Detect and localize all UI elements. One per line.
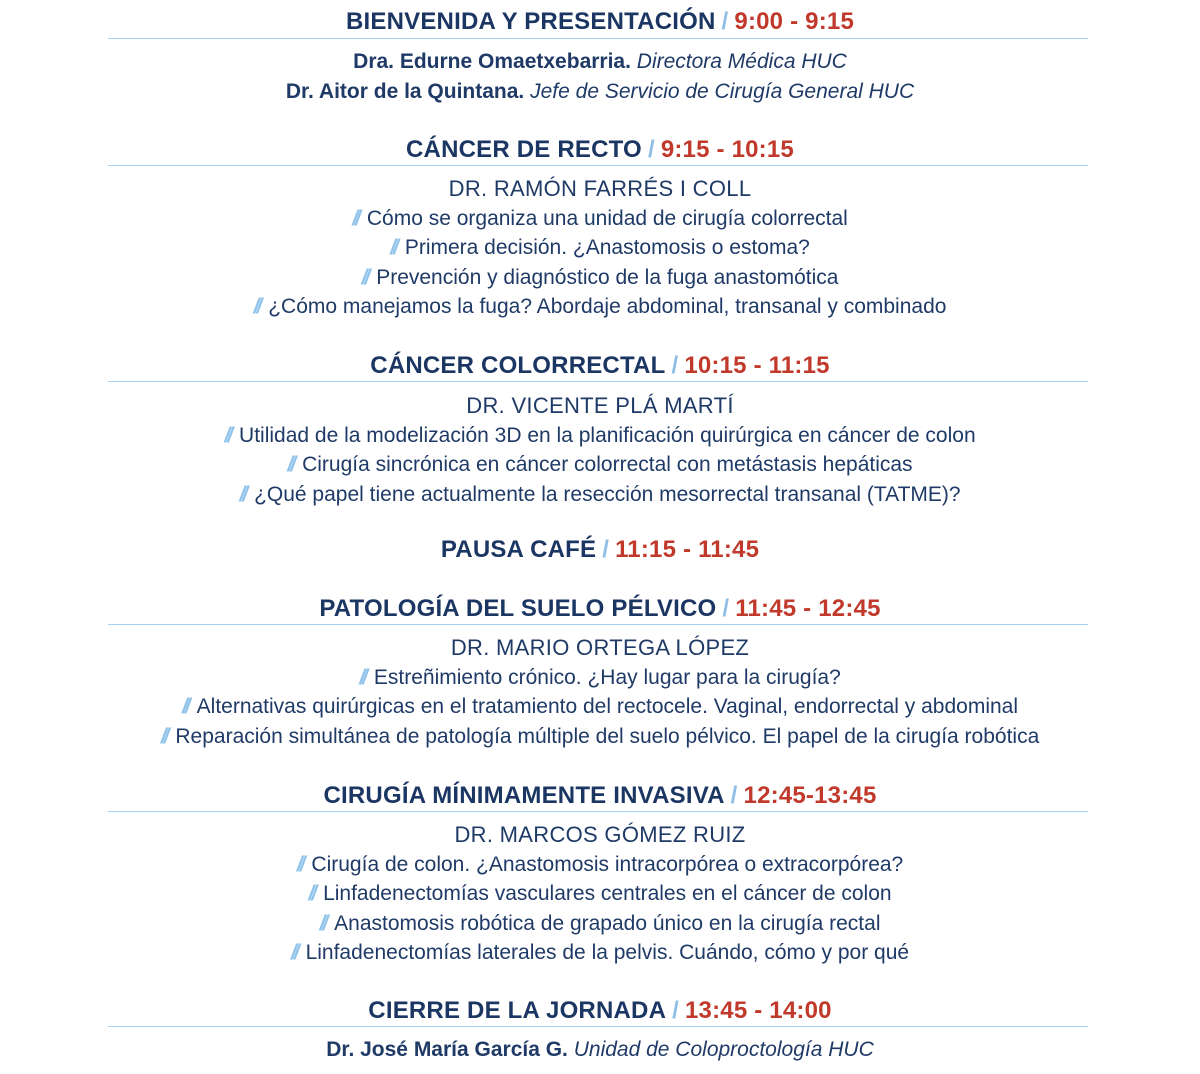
topic-text: ¿Qué papel tiene actualmente la resección mesorrectal transanal (TATME)? [254,482,961,506]
slash-separator: / [721,8,729,35]
section-bienvenida-body [0,47,1200,106]
topic-item [0,204,1200,234]
topic-text: ¿Cómo manejamos la fuga? Abordaje abdominal, transanal y combinado [268,295,947,318]
divider [108,811,1088,812]
section-cierre-body [0,1035,1200,1065]
topic-text: Cirugía de colon. ¿Anastomosis intracorpórea o extracorpórea? [311,852,904,876]
section-time: 10:15 - 11:15 [684,352,830,379]
section-title: CIERRE DE LA JORNADA [368,997,667,1024]
topic-item [0,692,1200,722]
person-line [0,1035,1200,1065]
section-title: CIRUGÍA MÍNIMAMENTE INVASIVA [323,782,725,809]
section-time: 12:45-13:45 [743,782,877,809]
divider [108,165,1088,166]
topic-item [0,292,1200,322]
section-title: CÁNCER COLORRECTAL [370,352,666,379]
section-cancer-colorrectal-body [0,391,1200,509]
double-slash-icon: // [239,482,246,506]
topic-item [0,722,1200,752]
topic-item [0,421,1200,451]
section-cancer-recto [0,136,1200,164]
topic-item [0,233,1200,263]
double-slash-icon: // [361,265,368,289]
double-slash-icon: // [160,724,167,748]
topic-item [0,450,1200,480]
person-role: Directora Médica HUC [636,50,847,73]
section-title: BIENVENIDA Y PRESENTACIÓN [346,8,716,35]
topic-text: Utilidad de la modelización 3D en la planificación quirúrgica en cáncer de colon [239,423,976,447]
section-time: 11:45 - 12:45 [735,595,881,622]
topic-text: Cómo se organiza una unidad de cirugía colorrectal [366,206,848,230]
divider [108,381,1088,382]
divider [108,38,1088,39]
topic-item [0,850,1200,880]
section-time: 9:15 - 10:15 [660,136,794,163]
topic-text: Linfadenectomías vasculares centrales en el cáncer de colon [323,882,892,905]
person-line [0,47,1200,77]
double-slash-icon: // [352,206,358,230]
section-time: 13:45 - 14:00 [684,997,832,1024]
slash-separator: / [602,536,610,563]
person-role: Unidad de Coloproctología HUC [573,1038,874,1061]
double-slash-icon: // [308,882,315,905]
double-slash-icon: // [319,911,326,935]
slash-separator: / [672,997,679,1024]
topic-text: Reparación simultánea de patología múltiple del suelo pélvico. El papel de la cirugía robótica [175,724,1040,748]
person-line [0,77,1200,107]
slash-separator: / [671,352,679,379]
double-slash-icon: // [390,236,396,259]
double-slash-icon: // [290,941,297,964]
topic-text: Anastomosis robótica de grapado único en la cirugía rectal [334,911,881,935]
double-slash-icon: // [296,852,303,876]
section-cirugia-minimamente-invasiva [0,782,1200,810]
topic-item [0,263,1200,293]
section-cirugia-minimamente-invasiva-body [0,820,1200,968]
section-header [0,536,1200,564]
section-bienvenida [0,8,1200,36]
section-title: PAUSA CAFÉ [440,536,597,563]
speaker-name: DR. MARCOS GÓMEZ RUIZ [454,822,746,847]
double-slash-icon: // [181,695,188,718]
topic-text: Primera decisión. ¿Anastomosis o estoma? [404,236,810,259]
speaker-name: DR. RAMÓN FARRÉS I COLL [448,176,752,201]
topic-text: Estreñimiento crónico. ¿Hay lugar para la cirugía? [373,665,841,689]
person-name: Dr. José María García G. [326,1038,568,1061]
topic-text: Alternativas quirúrgicas en el tratamiento del rectocele. Vaginal, endorrectal y abdominal [196,695,1019,718]
topic-item [0,938,1200,968]
double-slash-icon: // [253,295,260,318]
topic-text: Cirugía sincrónica en cáncer colorrectal con metástasis hepáticas [302,453,913,476]
section-header [0,997,1200,1025]
section-header [0,8,1200,36]
section-suelo-pelvico-body [0,633,1200,751]
slash-separator: / [647,136,655,163]
topic-item [0,663,1200,693]
slash-separator: / [730,782,738,809]
section-pausa-cafe [0,536,1200,564]
section-suelo-pelvico [0,595,1200,623]
section-header [0,136,1200,164]
section-header [0,352,1200,380]
section-header [0,782,1200,810]
double-slash-icon: // [224,423,231,447]
double-slash-icon: // [359,665,365,689]
divider [108,1026,1088,1027]
section-title: CÁNCER DE RECTO [406,136,642,163]
speaker-name: DR. VICENTE PLÁ MARTÍ [466,393,734,418]
topic-text: Linfadenectomías laterales de la pelvis. Cuándo, cómo y por qué [305,941,910,964]
person-name: Dr. Aitor de la Quintana. [285,79,525,103]
section-title: PATOLOGÍA DEL SUELO PÉLVICO [319,595,717,622]
divider [108,624,1088,625]
slash-separator: / [722,595,730,622]
speaker-name: DR. MARIO ORTEGA LÓPEZ [450,635,750,660]
person-name: Dra. Edurne Omaetxebarria. [353,50,631,73]
topic-item [0,879,1200,909]
section-header [0,595,1200,623]
double-slash-icon: // [287,453,294,476]
topic-item [0,480,1200,510]
section-time: 9:00 - 9:15 [734,8,854,35]
person-role: Jefe de Servicio de Cirugía General HUC [530,79,915,103]
section-cancer-colorrectal [0,352,1200,380]
section-time: 11:15 - 11:45 [615,536,760,563]
topic-text: Prevención y diagnóstico de la fuga anastomótica [376,265,839,289]
section-cierre [0,997,1200,1025]
section-cancer-recto-body [0,174,1200,322]
topic-item [0,909,1200,939]
